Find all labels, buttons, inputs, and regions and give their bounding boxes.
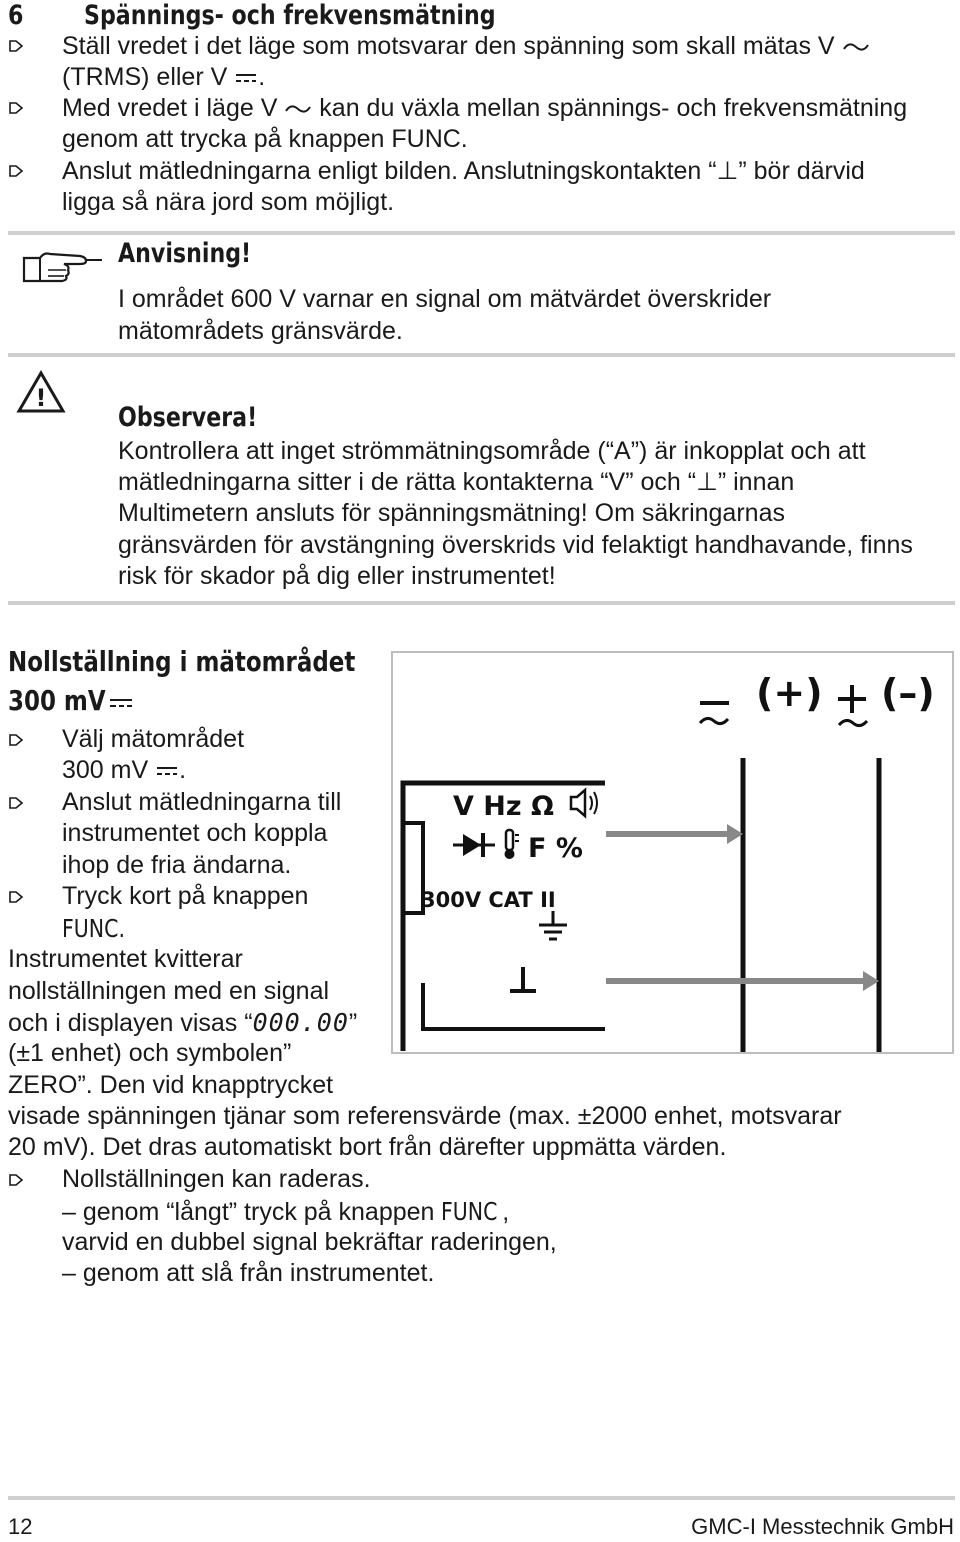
reset-text-line: Nollställningen kan raderas. [62, 1165, 371, 1193]
footer-rule [8, 1496, 955, 1500]
step-text-line: ihop de fria ändarna. [62, 851, 292, 879]
reset-text-line [62, 1196, 509, 1228]
note-top-rule [8, 231, 955, 235]
arrow-bullet-icon [8, 100, 24, 116]
reset-text: , [502, 1198, 510, 1226]
ground-symbol-icon: ⊥ [696, 468, 718, 496]
com-ground-icon [510, 967, 536, 991]
page-number: 12 [8, 1514, 33, 1539]
bullet-text: Ställ vredet i det läge som motsvarar den spänning som skall mätas V [62, 32, 842, 60]
step-text: 300 mV [62, 756, 149, 784]
bullet-text: ” bör därvid [738, 157, 865, 185]
category-label: 300V CAT II [421, 888, 556, 912]
bullet-text-line: genom att trycka på knappen FUNC. [62, 125, 468, 153]
warning-bottom-rule [8, 601, 955, 605]
earth-ground-icon [539, 911, 567, 939]
diode-icon [453, 833, 495, 857]
warning-text: mätledningarna sitter i de rätta kontakterna “V” och “ [118, 468, 697, 496]
bullet-text-line [62, 62, 265, 93]
step-text: . [179, 756, 187, 784]
bullet-item [62, 156, 865, 187]
bullet-item [62, 31, 870, 62]
para-text: ” [348, 1009, 358, 1037]
zero-range: 300 mV [8, 684, 106, 717]
step-text-line: Välj mätområdet [62, 725, 245, 753]
note-text-line: I området 600 V varnar en signal om mätvärdet överskrider [118, 285, 772, 313]
para-line: visade spänningen tjänar som referensvärde (max. ±2000 enhet, motsvarar [8, 1102, 842, 1130]
reset-text: – genom “långt” tryck på knappen [62, 1198, 442, 1226]
jack-label-top: V Hz Ω [453, 791, 554, 822]
bullet-text: Anslut mätledningarna enligt bilden. Anslutningskontakten “ [62, 157, 717, 185]
arrow-bullet-icon [8, 732, 24, 748]
warning-text-line: Kontrollera att inget strömmätningsområde (“A”) är inkopplat och att [118, 437, 866, 465]
dc-symbol-icon [108, 696, 134, 710]
section-title: Spännings- och frekvensmätning [84, 0, 496, 31]
reset-text-line: – genom att slå från instrumentet. [62, 1259, 435, 1287]
plus-label: (+) [756, 671, 823, 715]
connection-diagram [393, 653, 952, 1052]
bullet-text: kan du växla mellan spännings- och frekvensmätning [312, 94, 908, 122]
para-line: nollställningen med en signal [8, 977, 330, 1005]
display-value: 000.00 [252, 1008, 349, 1037]
warning-triangle-icon [16, 370, 66, 414]
bullet-text-line: ligga så nära jord som möjligt. [62, 188, 395, 216]
step-text-line: Anslut mätledningarna till [62, 788, 342, 816]
para-line: (±1 enhet) och symbolen” [8, 1039, 292, 1067]
arrow-bullet-icon [8, 1172, 24, 1188]
step-text-line: Tryck kort på knappen [62, 882, 309, 910]
warning-text-line: Multimetern ansluts för spänningsmätning! Om säkringarnas [118, 499, 785, 527]
section-number: 6 [8, 0, 24, 31]
step-func-label: FUNC. [62, 914, 125, 943]
pointing-hand-icon [20, 248, 104, 286]
warning-text-line: risk för skador på dig eller instrumentet! [118, 562, 556, 590]
minus-label: (–) [881, 671, 935, 715]
connection-figure [391, 651, 954, 1054]
speaker-icon [571, 790, 597, 816]
dc-symbol-icon [234, 71, 258, 85]
ground-symbol-icon: ⊥ [716, 157, 739, 185]
bullet-text: Med vredet i läge V [62, 94, 285, 122]
note-heading: Anvisning! [118, 238, 252, 269]
warning-text-line [118, 467, 794, 498]
note-text-line: mätområdets gränsvärde. [118, 317, 403, 345]
zero-title: Nollställning i mätområdet [8, 645, 356, 678]
warning-heading: Observera! [118, 402, 258, 433]
reset-func-label: FUNC [441, 1197, 498, 1226]
thermometer-icon [505, 830, 520, 859]
ac-wave-icon [842, 39, 870, 55]
step-text-line: instrumentet och koppla [62, 819, 328, 847]
dc-symbol-icon [155, 764, 179, 778]
step-text-line [62, 755, 186, 786]
warning-text-line: gränsvärden för avstängning överskrids vid felaktigt handhavande, finns [118, 531, 913, 559]
para-line: ZERO”. Den vid knapptrycket [8, 1071, 334, 1099]
note-bottom-rule [8, 353, 955, 357]
warning-text: ” innan [717, 468, 795, 496]
ac-wave-icon [284, 101, 312, 117]
para-line [8, 1007, 357, 1039]
bullet-text: . [258, 63, 266, 91]
arrow-bullet-icon [8, 795, 24, 811]
arrow-bullet-icon [8, 38, 24, 54]
company-name: GMC-I Messtechnik GmbH [691, 1514, 954, 1539]
warning-mark: ! [35, 384, 47, 412]
para-text: och i displayen visas “ [8, 1009, 253, 1037]
reset-text-line: varvid en dubbel signal bekräftar raderingen, [62, 1228, 557, 1256]
bullet-text: (TRMS) eller V [62, 63, 235, 91]
arrow-bullet-icon [8, 889, 24, 905]
bullet-item [62, 93, 907, 124]
arrow-bullet-icon [8, 163, 24, 179]
para-line: Instrumentet kvitterar [8, 945, 243, 973]
jack-label-bottom: F % [528, 833, 583, 864]
para-line: 20 mV). Det dras automatiskt bort från därefter uppmätta värden. [8, 1133, 727, 1161]
